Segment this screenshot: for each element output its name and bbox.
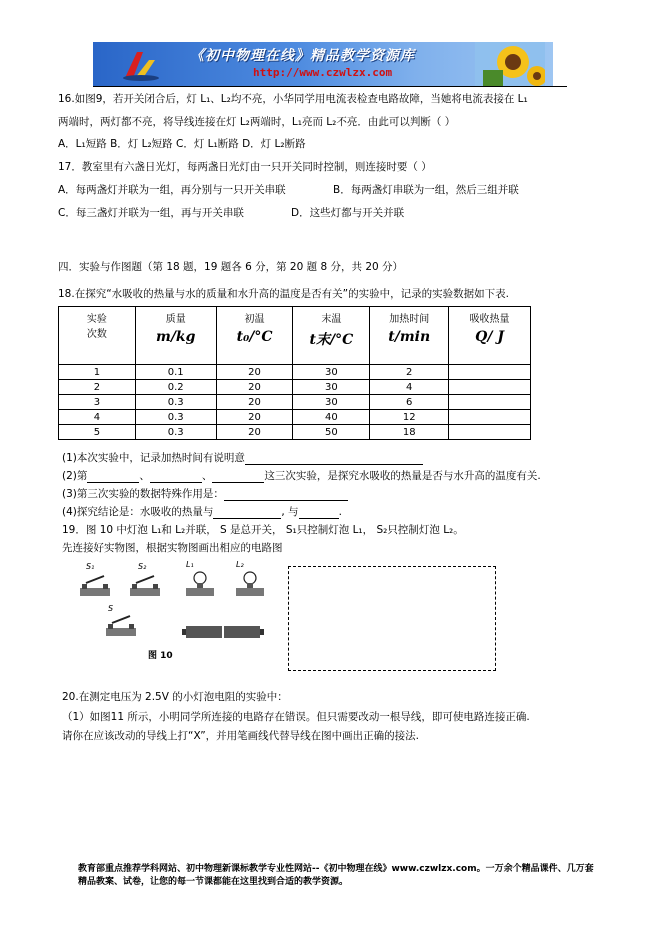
table-cell: 0.1 (135, 365, 216, 380)
q16-line1: 16.如图9，若开关闭合后，灯 L₁、L₂均不亮，小华同学用电流表检查电路故障，当她将电流表接在 L₁ (58, 93, 528, 105)
header-mass: 质量 m/kg (135, 307, 216, 365)
q20-line2: 请你在应该改动的导线上打“X”，并用笔画线代替导线在图中画出正确的接法. (62, 730, 419, 742)
answer-blank[interactable] (299, 507, 339, 519)
q18-sub1: (1)本次实验中，记录加热时间有说明意 (62, 451, 423, 465)
switch-s-icon (106, 616, 136, 636)
table-row (59, 365, 531, 380)
q18-sub2: (2)第 、 、 这三次实验，是探究水吸收的热量是否与水升高的温度有关. (62, 470, 541, 482)
site-logo-icon (119, 48, 163, 82)
bulb-l2-icon (236, 572, 264, 596)
circuit-components-icon (78, 566, 278, 666)
header-banner (93, 42, 553, 86)
experiment-data-table (58, 306, 531, 440)
table-cell: 0.2 (135, 380, 216, 395)
answer-blank[interactable] (87, 471, 139, 483)
table-cell: 2 (370, 365, 449, 380)
table-cell: 20 (216, 395, 293, 410)
header-trial-label: 实验 次数 (86, 314, 107, 340)
table-row (59, 380, 531, 395)
banner-title: 《初中物理在线》精品教学资源库 (190, 48, 415, 64)
sunflower-icon (475, 42, 545, 86)
bulb-l1-icon (186, 572, 214, 596)
table-cell: 20 (216, 425, 293, 440)
table-cell: 40 (293, 410, 370, 425)
figure-10-caption: 图 10 (148, 651, 173, 661)
answer-blank[interactable] (213, 507, 281, 519)
table-cell: 6 (370, 395, 449, 410)
q17-option-d: D．这些灯都与开关并联 (291, 207, 405, 219)
label-s: S (108, 604, 114, 613)
table-cell: 30 (293, 395, 370, 410)
switch-s2-icon (130, 576, 160, 596)
header-rule (93, 86, 567, 87)
table-cell: 4 (59, 410, 136, 425)
answer-blank[interactable] (245, 453, 423, 465)
q17-stem: 17．教室里有六盏日光灯，每两盏日光灯由一只开关同时控制，则连接时要（ ） (58, 161, 432, 173)
answer-blank[interactable] (224, 489, 348, 501)
q18-stem: 18.在探究“水吸收的热量与水的质量和水升高的温度是否有关”的实验中，记录的实验数据如下表. (58, 288, 509, 300)
page-footer: 教育部重点推荐学科网站、初中物理新课标教学专业性网站--《初中物理在线》www.czwlzx.com。一万余个精品课件、几万套精品教案、试卷，让您的每一节课都能在这里找到合适的教学资源。 (78, 864, 594, 887)
header-mass-unit: m/kg (156, 329, 196, 345)
table-cell: 20 (216, 410, 293, 425)
table-cell: 4 (370, 380, 449, 395)
table-row (59, 410, 531, 425)
table-cell: 20 (216, 365, 293, 380)
q17-option-c: C．每三盏灯并联为一组，再与开关串联 (58, 207, 244, 219)
table-cell (449, 380, 531, 395)
q20-stem: 20.在测定电压为 2.5V 的小灯泡电阻的实验中： (62, 691, 288, 703)
header-heat-absorbed: 吸收热量 Q/ J (449, 307, 531, 365)
label-l2: L₂ (236, 560, 244, 569)
table-cell (449, 410, 531, 425)
table-header-row (59, 307, 531, 365)
table-cell: 50 (293, 425, 370, 440)
table-row (59, 425, 531, 440)
section-4-heading: 四．实验与作图题（第 18 题，19 题各 6 分，第 20 题 8 分，共 20 分） (58, 261, 404, 273)
table-cell (449, 365, 531, 380)
table-cell (449, 425, 531, 440)
table-cell: 1 (59, 365, 136, 380)
q20-line1: （1）如图11 所示，小明同学所连接的电路存在错误。但只需要改动一根导线，即可使电路连接正确. (62, 711, 530, 723)
table-cell: 0.3 (135, 410, 216, 425)
answer-blank[interactable] (212, 471, 264, 483)
q16-line2: 两端时，两灯都不亮，将导线连接在灯 L₂两端时，L₁亮而 L₂不亮．由此可以判断（ ） (58, 116, 456, 128)
table-cell: 18 (370, 425, 449, 440)
table-cell: 3 (59, 395, 136, 410)
table-cell: 20 (216, 380, 293, 395)
switch-s1-icon (80, 576, 110, 596)
q18-sub4: (4)探究结论是：水吸收的热量与 , 与 . (62, 506, 342, 518)
table-row (59, 395, 531, 410)
header-final-temp-unit: t末/°C (309, 332, 354, 348)
label-s2: S₂ (138, 562, 147, 571)
table-cell: 12 (370, 410, 449, 425)
header-heat-absorbed-unit: Q/ J (475, 329, 504, 345)
header-heating-time: 加热时间 t/min (370, 307, 449, 365)
q19-line2: 先连接好实物图，根据实物图画出相应的电路图 (62, 542, 283, 554)
banner-url[interactable]: http://www.czwlzx.com (253, 66, 393, 79)
label-s1: S₁ (86, 562, 95, 571)
table-cell: 30 (293, 365, 370, 380)
q16-options: A．L₁短路 B．灯 L₂短路 C．灯 L₁断路 D．灯 L₂断路 (58, 138, 306, 150)
battery-icon (182, 626, 264, 638)
table-cell: 5 (59, 425, 136, 440)
header-final-temp: 末温 t末/°C (293, 307, 370, 365)
header-trial (59, 307, 136, 365)
header-heating-time-unit: t/min (388, 329, 431, 345)
table-cell: 0.3 (135, 395, 216, 410)
table-cell (449, 395, 531, 410)
header-initial-temp: 初温 t₀/°C (216, 307, 293, 365)
q17-option-b: B．每两盏灯串联为一组，然后三组并联 (333, 184, 519, 196)
circuit-drawing-box[interactable] (288, 566, 496, 671)
table-cell: 2 (59, 380, 136, 395)
table-cell: 0.3 (135, 425, 216, 440)
q18-sub3: (3)第三次实验的数据特殊作用是： (62, 487, 348, 501)
header-initial-temp-unit: t₀/°C (236, 329, 273, 345)
q19-line1: 19．图 10 中灯泡 L₁和 L₂并联， S 是总开关， S₁只控制灯泡 L₁， S₂只控制灯泡 L₂。 (62, 524, 464, 536)
q17-option-a: A．每两盏灯并联为一组，再分别与一只开关串联 (58, 184, 286, 196)
figure-10-components (78, 560, 278, 666)
label-l1: L₁ (186, 560, 194, 569)
table-cell: 30 (293, 380, 370, 395)
answer-blank[interactable] (150, 471, 202, 483)
